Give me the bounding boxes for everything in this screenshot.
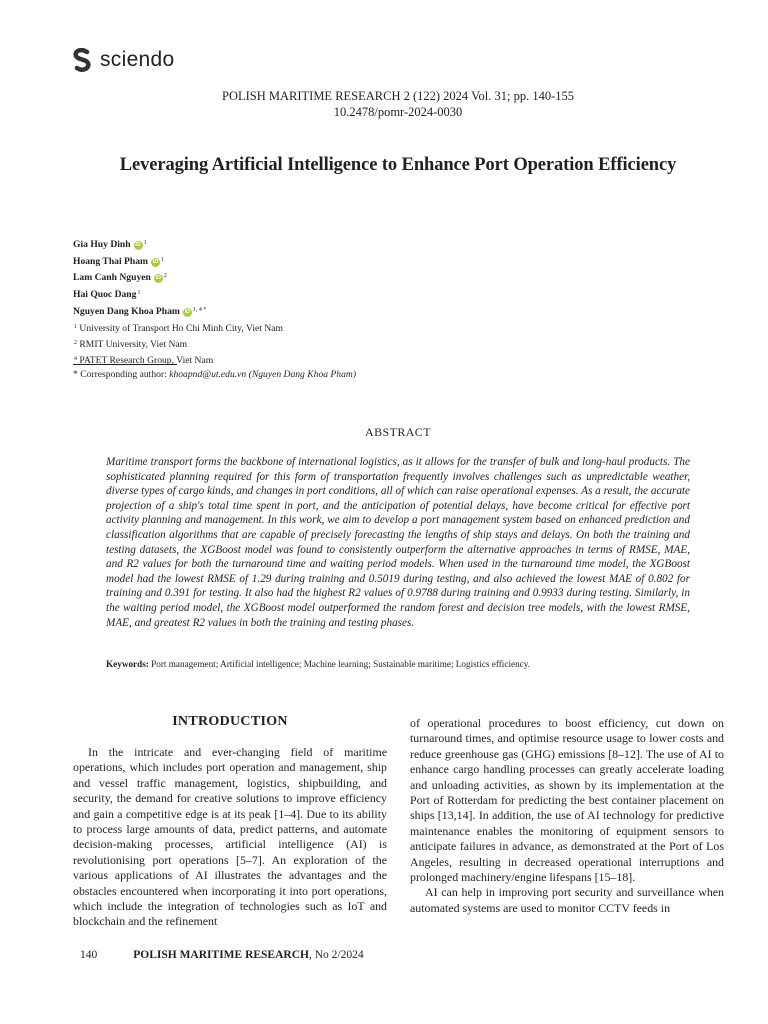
- page-number: 140: [80, 949, 98, 961]
- paragraph: In the intricate and ever-changing field of maritime operations, which includes port operation and management, ship and vessel traffic management, logistics, shipbuilding, and security, the demand for creative solutions to improve efficiency and gain a competitive edge is at its peak [1–4]. Due to its ability to process large amounts of data, predict patterns, and automate decision-making processes, artificial intelligence (AI) is revolutionising port operations [5–7]. An exploration of the various applications of AI illustrates the advantages and the obstacles encountered when incorporating it into port operations, which include the integration of technologies such as IoT and blockchain and the refinement: [73, 745, 387, 929]
- affiliation: [73, 352, 283, 368]
- author-name: Nguyen Dang Khoa Pham: [73, 305, 180, 317]
- orcid-icon[interactable]: iD: [184, 308, 191, 315]
- footer-journal: POLISH MARITIME RESEARCH: [133, 949, 309, 961]
- publisher-logo: [72, 48, 174, 72]
- corresponding-author: [73, 369, 356, 380]
- author-name: Lam Canh Nguyen: [73, 272, 151, 284]
- paper-title: Leveraging Artificial Intelligence to Enhance Port Operation Efficiency: [119, 155, 677, 175]
- affiliation-sup: 1: [74, 323, 77, 330]
- author-name: Hoang Thai Pham: [73, 255, 148, 267]
- author-list: [73, 236, 283, 368]
- affiliation: [73, 320, 283, 336]
- author-affil-sup: 1: [143, 240, 147, 246]
- author-row: [73, 253, 283, 270]
- doi[interactable]: 10.2478/pomr-2024-0030: [333, 105, 463, 119]
- footnote-divider: [73, 364, 177, 365]
- author-affil-sup: 2: [163, 273, 167, 280]
- author-row: [73, 303, 283, 320]
- author-affil-sup: 1, 4 *: [192, 306, 207, 313]
- author-name: Gia Huy Dinh: [73, 239, 131, 250]
- affiliation-sup: 4: [74, 355, 77, 362]
- journal-info: [0, 88, 768, 120]
- author-row: [73, 269, 283, 286]
- abstract-text: Maritime transport forms the backbone of international logistics, as it allows for the transfer of bulk and long-haul products. The sophisticated planning required for this form of transportation frequently involves challenges such as unpredictable weather, diverse types of cargo kinds, and changes in port conditions, all of which can raise operational expenses. As a result, the accurate projection of a ship's total time spent in port, and the anticipation of potential delays, have become critical for effective port activity planning and management. In this work, we aim to develop a port management system based on enhanced prediction and classification algorithms that are capable of precisely forecasting the lengths of ship stays and delays. On both the training and testing datasets, the XGBoost model was found to consistently outperform the alternative approaches in terms of RMSE, MAE, and R2 values for both the turnaround time and waiting period models. When used in the turnaround time model, the XGBoost model had the lowest RMSE of 1.29 during training and 0.5019 during testing, and also achieved the lowest MAE of 0.802 for training and 0.391 for testing. It also had the highest R2 values of 0.9788 during training and 0.9933 during testing. Similarly, in the waiting period model, the XGBoost model outperformed the random forest and decision tree models, with the lowest RMSE, MAE, and greatest R2 values in both the training and testing phases.: [106, 456, 690, 629]
- author-name: Hai Quoc Dang: [73, 289, 137, 301]
- journal-citation: POLISH MARITIME RESEARCH 2 (122) 2024 Vol. 31; pp. 140-155: [222, 89, 574, 103]
- page-footer: [80, 949, 364, 961]
- section-heading-introduction: INTRODUCTION: [172, 714, 288, 729]
- corresponding-label: * Corresponding author:: [73, 369, 170, 380]
- logo-text: sciendo: [100, 48, 175, 71]
- affiliation-text: RMIT University, Viet Nam: [79, 338, 188, 350]
- author-row: [73, 286, 283, 303]
- author-row: [73, 236, 283, 253]
- affiliation-sup: 2: [74, 339, 77, 346]
- affiliation: [73, 336, 283, 352]
- author-affil-sup: 1: [161, 256, 164, 263]
- affiliation-text: University of Transport Ho Chi Minh City, Viet Nam: [79, 322, 283, 334]
- orcid-icon[interactable]: iD: [152, 258, 159, 265]
- keywords-text: Port management; Artificial intelligence; Machine learning; Sustainable maritime; Logistics efficiency.: [148, 659, 531, 669]
- author-affil-sup: 1: [137, 290, 141, 297]
- keywords-label: Keywords:: [106, 659, 149, 669]
- keywords: [106, 659, 530, 669]
- body-column-left: [73, 745, 387, 930]
- footer-issue: , No 2/2024: [308, 949, 364, 961]
- abstract-heading: ABSTRACT: [365, 425, 431, 439]
- orcid-icon[interactable]: iD: [155, 275, 162, 282]
- paragraph: AI can help in improving port security and surveillance when automated systems are used to monitor CCTV feeds in: [410, 885, 724, 915]
- paragraph: of operational procedures to boost efficiency, cut down on turnaround times, and optimise resource usage to lower costs and reduce greenhouse gas (GHG) emissions [8–12]. The use of AI to enhance cargo handling processes can greatly accelerate loading and unloading activities, as shown by its implementation at the Port of Rotterdam for predicting the best container placement on ships [13,14]. In addition, the use of AI technology for predictive maintenance enables the monitoring of equipment sensors to anticipate failures in advance, as demonstrated at the Port of Los Angeles, resulting in decreased operational interruptions and prolonged machinery/engine lifespans [15–18].: [410, 716, 724, 885]
- corresponding-email[interactable]: khoapnd@ut.edu.vn (Nguyen Dang Khoa Pham): [169, 369, 357, 380]
- body-column-right: [410, 716, 724, 916]
- sciendo-logo-icon: [72, 48, 94, 72]
- affiliation-text: PATET Research Group, Viet Nam: [79, 354, 214, 366]
- orcid-icon[interactable]: iD: [135, 242, 141, 248]
